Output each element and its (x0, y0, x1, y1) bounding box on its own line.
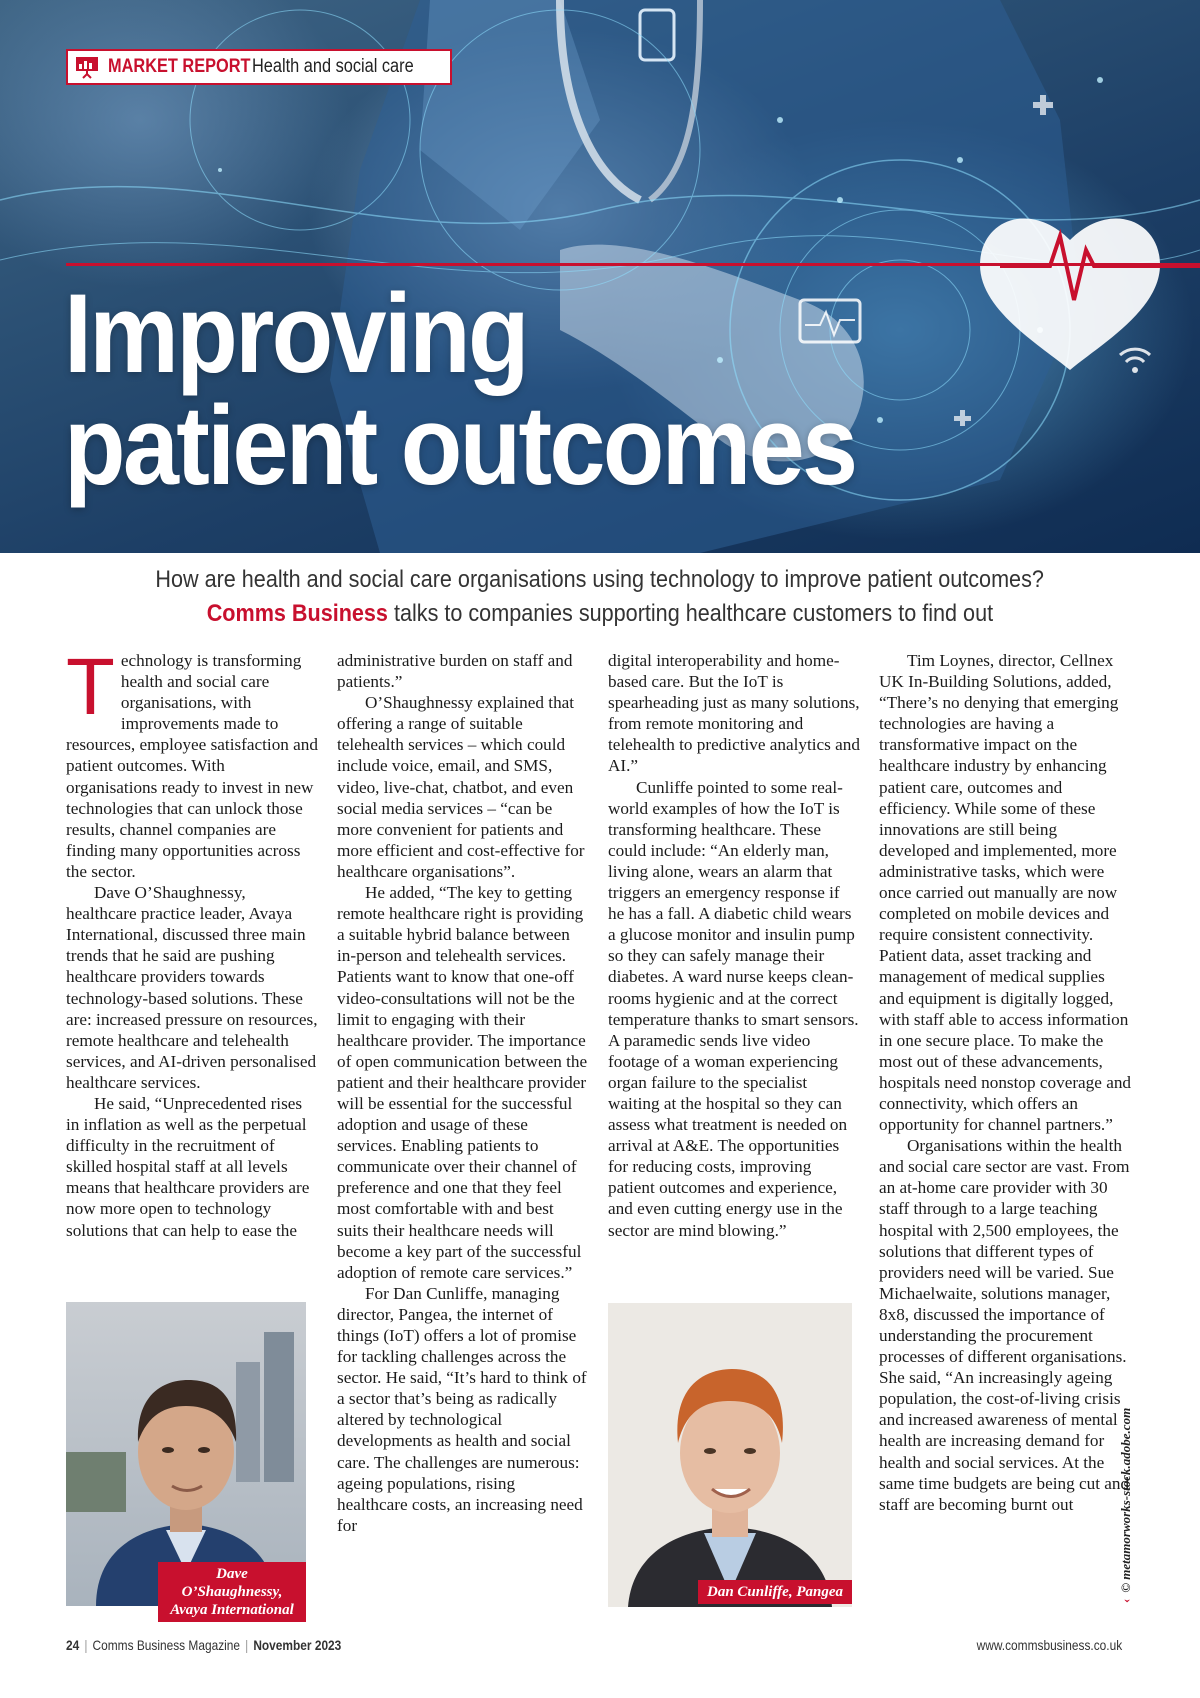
standfirst (0, 563, 1200, 631)
heartbeat-rule (66, 263, 1200, 266)
photo-caption-1 (158, 1562, 306, 1622)
standfirst-line-1: How are health and social care organisations using technology to improve patient outcomes? (155, 566, 1045, 593)
paragraph (66, 642, 318, 882)
headline-line-1: Improving (64, 271, 527, 396)
magazine-name: Comms Business Magazine (92, 1637, 241, 1653)
image-credit (1118, 1408, 1134, 1603)
article-column-2 (337, 650, 589, 1536)
paragraph: For Dan Cunliffe, managing director, Pangea, the internet of things (IoT) offers a lot of promise for tackling challenges across the sector. He said, “It’s hard to think of a sector that’s being as radically altered by technological developments as health and social care. The challenges are numerous: ageing populations, rising healthcare costs, an increasing need for (337, 1283, 587, 1535)
paragraph: Cunliffe pointed to some real-world examples of how the IoT is transforming healthcare. These could include: “An elderly man, living alone, wears an alarm that triggers an emergency response if he has a fall. A diabetic child wears a glucose monitor and insulin pump so they can safely manage their diabetes. A ward nurse keeps clean-rooms hygienic and at the correct temperature thanks to smart sensors. A paramedic sends live video footage of a woman experiencing organ failure to the specialist waiting at the hospital so they can assess what treatment is needed on arrival at A&E. The opportunities for reducing costs, improving patient outcomes and experience, and even cutting energy use in the sector are mind blowing.” (608, 777, 859, 1240)
paragraph: Organisations within the health and social care sector are vast. From an at-home care provider with 30 staff through to a large teaching hospital with 2,500 employees, the solutions that different types of providers need will be varied. Sue Michaelwaite, solutions manager, 8x8, discussed the importance of understanding the procurement processes of different organisations. She said, “An increasingly ageing population, the cost-of-living crisis and increased awareness of mental health are increasing demand for health and social services. At the same time budgets are being cut and staff are becoming burnt out (879, 1136, 1130, 1514)
standfirst-line-2: talks to companies supporting healthcare customers to find out (388, 600, 994, 627)
caption-company: Avaya International (170, 1602, 294, 1618)
paragraph-continued: administrative burden on staff and patients.” (337, 651, 573, 692)
paragraph: Tim Loynes, director, Cellnex UK In-Building Solutions, added, “There’s no denying that emerging technologies are having a transformative impact on the healthcare industry by enhancing patient care, outcomes and efficiency. While some of these innovations are still being developed and implemented, more administrative tasks, which were once carried out manually are now completed on mobile devices and require consistent connectivity. Patient data, asset tracking and management of medical supplies and equipment is digitally logged, with staff able to access information in one secure place. To make the most out of these advancements, hospitals need nonstop coverage and connectivity, which offers an opportunity for channel partners.” (879, 651, 1132, 1135)
page-footer (66, 1637, 1122, 1657)
portrait-photo-dan-cunliffe (608, 1303, 852, 1607)
paragraph-continued: digital interoperability and home-based care. But the IoT is spearheading just as many solutions, from remote monitoring and telehealth to predictive analytics and AI.” (608, 651, 860, 776)
section-tag-label: MARKET REPORT (108, 56, 251, 77)
article-headline (64, 271, 856, 508)
image-credit-text: © metamorworks-stock.adobe.com (1118, 1407, 1133, 1593)
paragraph: He added, “The key to getting remote healthcare right is providing a suitable hybrid balance between in-person and telehealth services. Patients want to know that one-off video-consultations will not be the limit to engaging with their healthcare provider. The importance of open communication between the patient and their healthcare provider will be essential for the successful adoption and usage of these services. Enabling patients to communicate over their channel of preference and one that they feel most comfortable with and best suits their healthcare needs will become a key part of the successful adoption of remote care services.” (337, 883, 588, 1282)
headline-line-2: patient outcomes (64, 383, 856, 508)
presentation-board-icon (74, 55, 100, 79)
section-tag (66, 49, 452, 85)
photo-caption-2: Dan Cunliffe, Pangea (698, 1580, 852, 1604)
caret-icon: ‹ (1118, 1598, 1133, 1603)
website-link[interactable]: www.commsbusiness.co.uk (976, 1637, 1122, 1653)
drop-cap: T (66, 642, 115, 731)
issue-date: November 2023 (253, 1637, 342, 1653)
section-topic-label: Health and social care (251, 56, 414, 77)
standfirst-brand: Comms Business (206, 600, 389, 627)
paragraph-text: echnology is transforming health and social care organisations, with improvements made to resources, employee satisfaction and patient outcomes. With organisations ready to invest in new technologies that can unlock those results, channel companies are finding many opportunities across the sector. (66, 651, 318, 881)
article-column-3 (608, 650, 860, 1241)
article-column-4 (879, 650, 1131, 1515)
portrait-photo-dave-oshaughnessy (66, 1302, 306, 1606)
paragraph: O’Shaughnessy explained that offering a range of suitable telehealth services – which could include voice, email, and SMS, video, live-chat, chatbot, and even social media services – “can be more convenient for patients and more efficient and cost-effective for healthcare organisations”. (337, 693, 585, 881)
footer-left: 24 | Comms Business Magazine | November 2023 (66, 1637, 342, 1653)
hero-image (0, 0, 1200, 553)
paragraph: Dave O’Shaughnessy, healthcare practice leader, Avaya International, discussed three main trends that he said are pushing healthcare providers towards technology-based solutions. These are: increased pressure on resources, remote healthcare and telehealth services, and AI-driven personalised healthcare services. (66, 883, 318, 1092)
caption-name: Dave O’Shaughnessy, (181, 1566, 283, 1600)
page-number: 24 (66, 1637, 80, 1653)
paragraph: He said, “Unprecedented rises in inflation as well as the perpetual difficulty in the recruitment of skilled hospital staff at all levels means that healthcare providers are now more open to technology solutions that can help to ease the (66, 1093, 310, 1240)
article-column-1 (66, 642, 318, 1241)
